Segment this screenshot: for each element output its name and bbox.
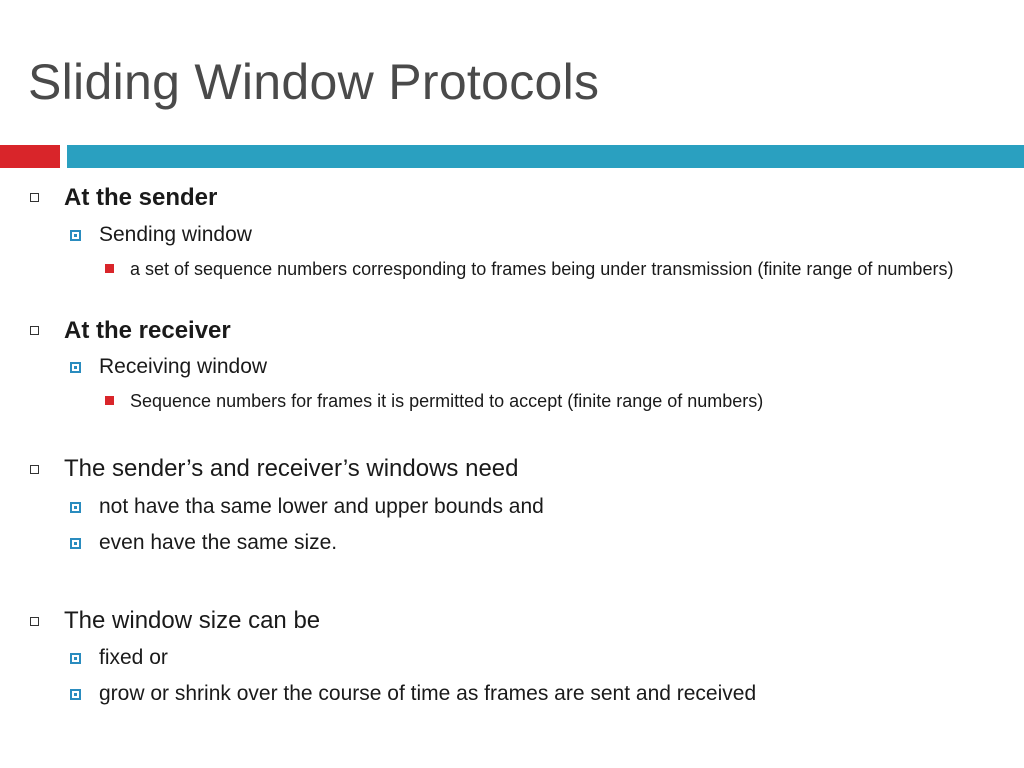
slide-title: Sliding Window Protocols [28, 54, 600, 110]
square-bullet-icon [70, 362, 81, 373]
hollow-square-bullet-icon [30, 326, 39, 335]
sending-window-label: Sending window [99, 223, 252, 246]
square-bullet-icon [70, 689, 81, 700]
windows-need-item: not have tha same lower and upper bounds and [99, 495, 544, 518]
accent-bar-blue [67, 145, 1024, 168]
receiving-window-detail: Sequence numbers for frames it is permitted to accept (finite range of numbers) [130, 391, 764, 411]
filled-square-bullet-icon [105, 264, 114, 273]
accent-bar-red [0, 145, 60, 168]
window-size-heading: The window size can be [64, 607, 321, 634]
square-bullet-icon [70, 538, 81, 549]
sender-heading: At the sender [64, 184, 218, 211]
filled-square-bullet-icon [105, 396, 114, 405]
window-size-item: grow or shrink over the course of time as frames are sent and received [99, 682, 757, 705]
receiving-window-label: Receiving window [99, 355, 268, 378]
hollow-square-bullet-icon [30, 617, 39, 626]
window-size-item: fixed or [99, 646, 168, 669]
windows-need-heading: The sender’s and receiver’s windows need [64, 455, 519, 482]
square-bullet-icon [70, 502, 81, 513]
square-bullet-icon [70, 653, 81, 664]
hollow-square-bullet-icon [30, 465, 39, 474]
windows-need-item: even have the same size. [99, 531, 338, 554]
hollow-square-bullet-icon [30, 193, 39, 202]
sending-window-detail: a set of sequence numbers corresponding to frames being under transmission (finite range of numbers) [130, 259, 954, 279]
receiver-heading: At the receiver [64, 317, 231, 344]
square-bullet-icon [70, 230, 81, 241]
